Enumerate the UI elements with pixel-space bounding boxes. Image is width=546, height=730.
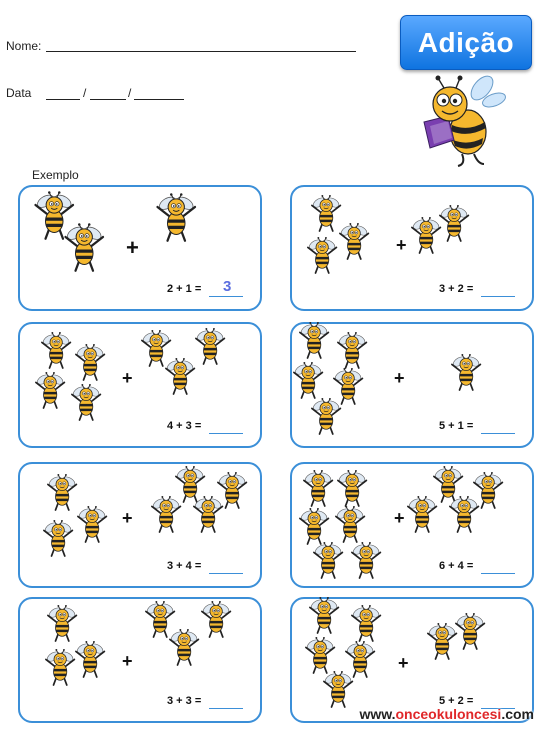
bee-icon <box>44 648 76 690</box>
plus-sign: + <box>394 508 405 528</box>
answer-field[interactable] <box>209 708 243 709</box>
problem-card <box>290 185 534 311</box>
problem-card <box>290 462 534 588</box>
equation-text: 4 + 3 = <box>167 420 202 432</box>
bee-icon <box>192 495 224 537</box>
bee-icon <box>200 600 232 642</box>
problem-card <box>18 322 262 448</box>
bee-icon <box>150 495 182 537</box>
name-field[interactable] <box>46 51 356 52</box>
bee-icon <box>322 670 354 712</box>
bee-icon <box>338 222 370 264</box>
bee-icon <box>454 612 486 654</box>
equation-text: 5 + 1 = <box>439 420 474 432</box>
bee-icon <box>42 519 74 561</box>
watermark: www.onceokuloncesi.com <box>359 706 534 722</box>
bee-icon <box>350 541 382 583</box>
page-title: Adição <box>400 15 532 70</box>
date-separator: / <box>128 86 132 100</box>
bee-icon <box>74 343 106 385</box>
problem-card <box>290 322 534 448</box>
bee-icon <box>76 505 108 547</box>
bee-icon <box>34 371 66 413</box>
bee-icon <box>298 321 330 363</box>
equation-text: 3 + 4 = <box>167 560 202 572</box>
plus-sign: + <box>126 235 139 260</box>
equation-text: 5 + 2 = <box>439 695 474 707</box>
bee-icon <box>70 383 102 425</box>
bee-icon <box>74 640 106 682</box>
plus-sign: + <box>394 368 405 388</box>
problem-card <box>18 462 262 588</box>
plus-sign: + <box>122 368 133 388</box>
equation-text: 3 + 2 = <box>439 283 474 295</box>
bee-icon <box>438 204 470 246</box>
date-day-field[interactable] <box>46 99 80 100</box>
bee-icon <box>155 192 198 247</box>
plus-sign: + <box>396 235 407 255</box>
answer-field[interactable] <box>481 573 515 574</box>
problem-card <box>290 597 534 723</box>
plus-sign: + <box>398 653 409 673</box>
bee-icon <box>450 353 482 395</box>
answer-field[interactable] <box>209 296 243 297</box>
bee-icon <box>302 469 334 511</box>
plus-sign: + <box>122 651 133 671</box>
bee-icon <box>306 236 338 278</box>
date-separator: / <box>83 86 87 100</box>
bee-icon <box>310 397 342 439</box>
equation-text: 2 + 1 = <box>167 283 202 295</box>
bee-icon <box>194 327 226 369</box>
example-answer: 3 <box>223 278 232 295</box>
date-month-field[interactable] <box>90 99 126 100</box>
reading-bee-icon <box>410 70 510 170</box>
answer-field[interactable] <box>209 573 243 574</box>
date-label: Data <box>6 86 32 100</box>
bee-icon <box>312 541 344 583</box>
answer-field[interactable] <box>481 433 515 434</box>
bee-icon <box>308 596 340 638</box>
bee-icon <box>448 495 480 537</box>
answer-field[interactable] <box>209 433 243 434</box>
bee-icon <box>164 357 196 399</box>
problem-card <box>18 597 262 723</box>
date-year-field[interactable] <box>134 99 184 100</box>
example-problem-card <box>18 185 262 311</box>
bee-icon <box>168 628 200 670</box>
bee-icon <box>406 495 438 537</box>
bee-icon <box>40 331 72 373</box>
example-label: Exemplo <box>32 168 79 182</box>
bee-icon <box>46 473 78 515</box>
equation-text: 3 + 3 = <box>167 695 202 707</box>
plus-sign: + <box>122 508 133 528</box>
answer-field[interactable] <box>481 296 515 297</box>
bee-icon <box>63 222 106 277</box>
equation-text: 6 + 4 = <box>439 560 474 572</box>
name-label: Nome: <box>6 39 42 53</box>
